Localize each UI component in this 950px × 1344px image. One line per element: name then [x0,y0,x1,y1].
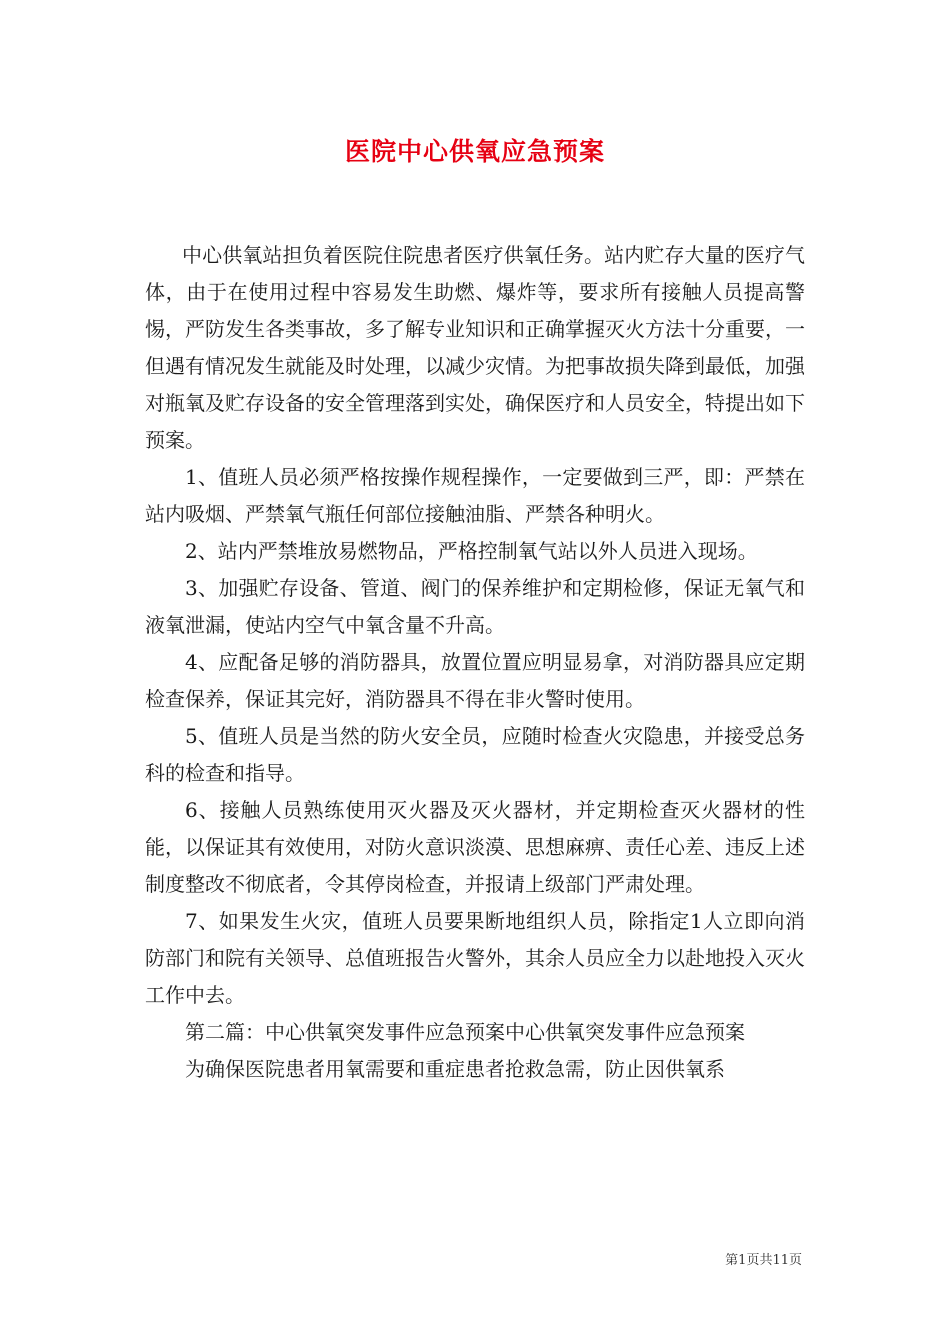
document-body [145,237,805,1088]
paragraph-section-two-heading: 第二篇：中心供氧突发事件应急预案中心供氧突发事件应急预案 [185,1020,745,1044]
paragraph-section-two-intro: 为确保医院患者用氧需要和重症患者抢救急需，防止因供氧系 [185,1057,725,1081]
paragraph-item-2: 2、站内严禁堆放易燃物品，严格控制氧气站以外人员进入现场。 [185,539,758,563]
paragraph-item-1: 1、值班人员必须严格按操作规程操作，一定要做到三严，即：严禁在站内吸烟、严禁氧气瓶任何部位接触油脂、严禁各种明火。 [145,465,805,526]
paragraph-item-5: 5、值班人员是当然的防火安全员，应随时检查火灾隐患，并接受总务科的检查和指导。 [145,724,805,785]
paragraph-item-3: 3、加强贮存设备、管道、阀门的保养维护和定期检修，保证无氧气和液氧泄漏，使站内空气中氧含量不升高。 [145,576,805,637]
page-number-footer: 第1页共11页 [725,1253,802,1268]
document-title: 医院中心供氧应急预案 [344,137,605,166]
paragraph-item-7: 7、如果发生火灾，值班人员要果断地组织人员，除指定1人立即向消防部门和院有关领导、总值班报告火警外，其余人员应全力以赴地投入灭火工作中去。 [145,909,805,1007]
paragraph-item-6: 6、接触人员熟练使用灭火器及灭火器材，并定期检查灭火器材的性能，以保证其有效使用，对防火意识淡漠、思想麻痹、责任心差、违反上述制度整改不彻底者，令其停岗检查，并报请上级部门严肃处理。 [145,798,805,896]
paragraph-item-4: 4、应配备足够的消防器具，放置位置应明显易拿，对消防器具应定期检查保养，保证其完好，消防器具不得在非火警时使用。 [145,650,805,711]
paragraph-intro: 中心供氧站担负着医院住院患者医疗供氧任务。站内贮存大量的医疗气体，由于在使用过程中容易发生助燃、爆炸等，要求所有接触人员提高警惕，严防发生各类事故，多了解专业知识和正确掌握灭火方法十分重要，一但遇有情况发生就能及时处理，以减少灾情。为把事故损失降到最低，加强对瓶氧及贮存设备的安全管理落到实处，确保医疗和人员安全，特提出如下预案。 [145,243,805,452]
